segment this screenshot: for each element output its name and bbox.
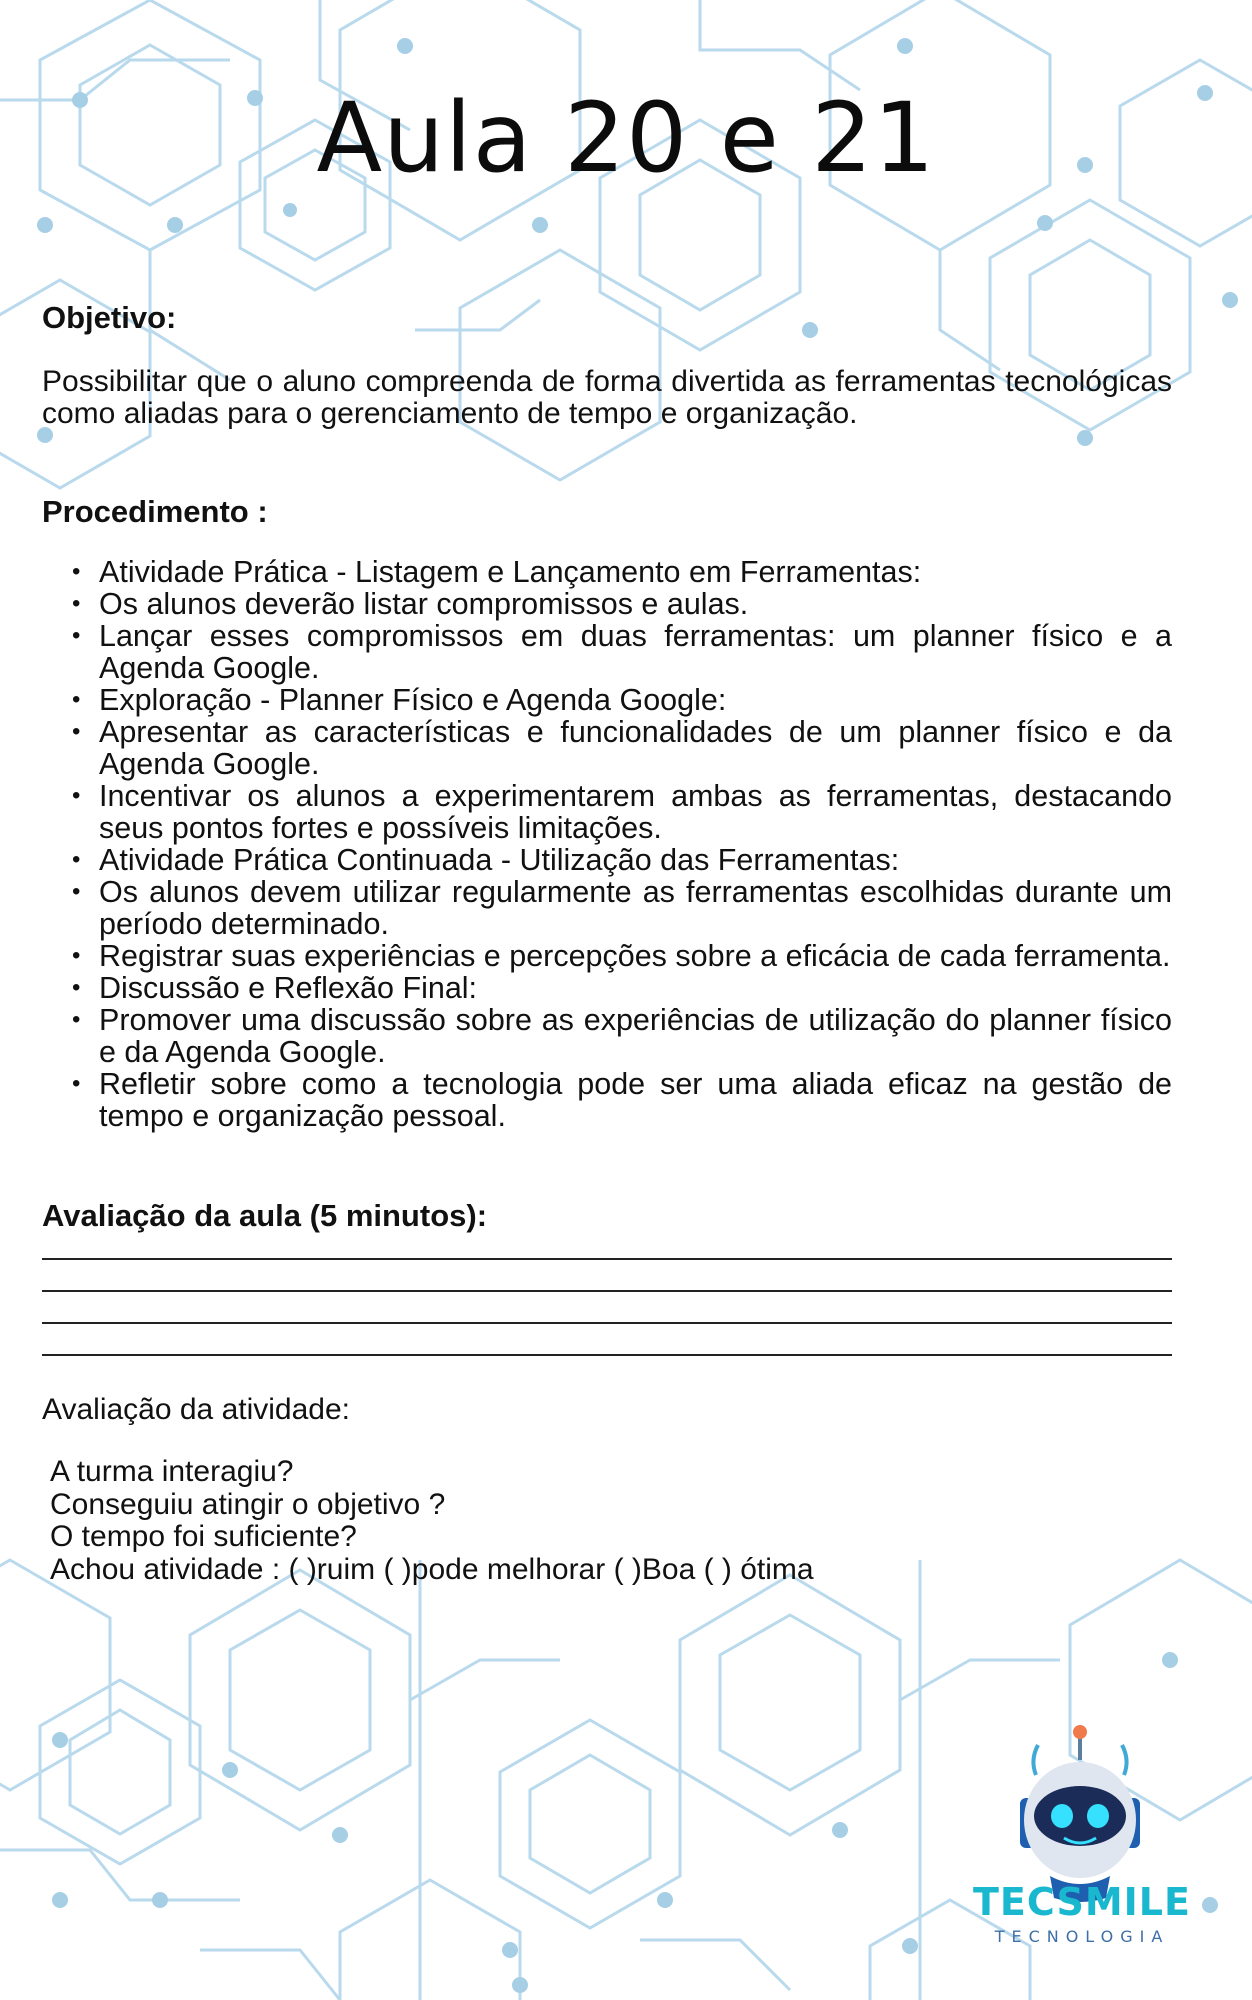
page-title: Aula 20 e 21 [316,82,936,194]
brand-subtitle: TECNOLOGIA [994,1927,1170,1946]
robot-logo-icon [960,1720,1200,1960]
brand-name: TECSMILE [973,1880,1191,1924]
procedure-step: • Exploração - Planner Físico e Agenda Google: [99,684,1172,716]
procedure-step: • Apresentar as características e funcionalidades de um planner físico e da Agenda Google. [99,716,1172,780]
answer-line[interactable] [42,1354,1172,1356]
procedure-step: • Registrar suas experiências e percepções sobre a eficácia de cada ferramenta. [99,940,1172,972]
procedure-step: • Discussão e Reflexão Final: [99,972,1172,1004]
procedure-step: • Promover uma discussão sobre as experiências de utilização do planner físico e da Agenda Google. [99,1004,1172,1068]
procedure-step: • Os alunos devem utilizar regularmente as ferramentas escolhidas durante um período determinado. [99,876,1172,940]
procedure-step: • Os alunos deverão listar compromissos e aulas. [99,588,1172,620]
procedure-step: • Lançar esses compromissos em duas ferramentas: um planner físico e a Agenda Google. [99,620,1172,684]
evaluation-heading: Avaliação da aula (5 minutos): [42,1198,488,1233]
question-item: A turma interagiu? [50,1455,294,1488]
procedure-step: • Atividade Prática - Listagem e Lançamento em Ferramentas: [99,556,1172,588]
answer-line[interactable] [42,1322,1172,1324]
answer-lines [42,1258,1172,1386]
procedure-list [42,556,1172,1132]
answer-line[interactable] [42,1290,1172,1292]
rating-options: Achou atividade : ( )ruim ( )pode melhorar ( )Boa ( ) ótima [50,1552,814,1586]
question-item: Conseguiu atingir o objetivo ? [50,1487,446,1521]
procedure-step: • Incentivar os alunos a experimentarem ambas as ferramentas, destacando seus pontos fortes e possíveis limitações. [99,780,1172,844]
objective-heading: Objetivo: [42,300,177,335]
procedure-heading: Procedimento : [42,494,268,529]
answer-line[interactable] [42,1258,1172,1260]
question-item: O tempo foi suficiente? [50,1520,357,1553]
activity-evaluation-label: Avaliação da atividade: [42,1393,350,1426]
questions-list [50,1456,814,1586]
objective-text: Possibilitar que o aluno compreenda de forma divertida as ferramentas tecnológicas como aliadas para o gerenciamento de tempo e organização. [42,365,1172,430]
procedure-step: • Atividade Prática Continuada - Utilização das Ferramentas: [99,844,1172,876]
procedure-step: • Refletir sobre como a tecnologia pode ser uma aliada eficaz na gestão de tempo e organização pessoal. [99,1068,1172,1132]
